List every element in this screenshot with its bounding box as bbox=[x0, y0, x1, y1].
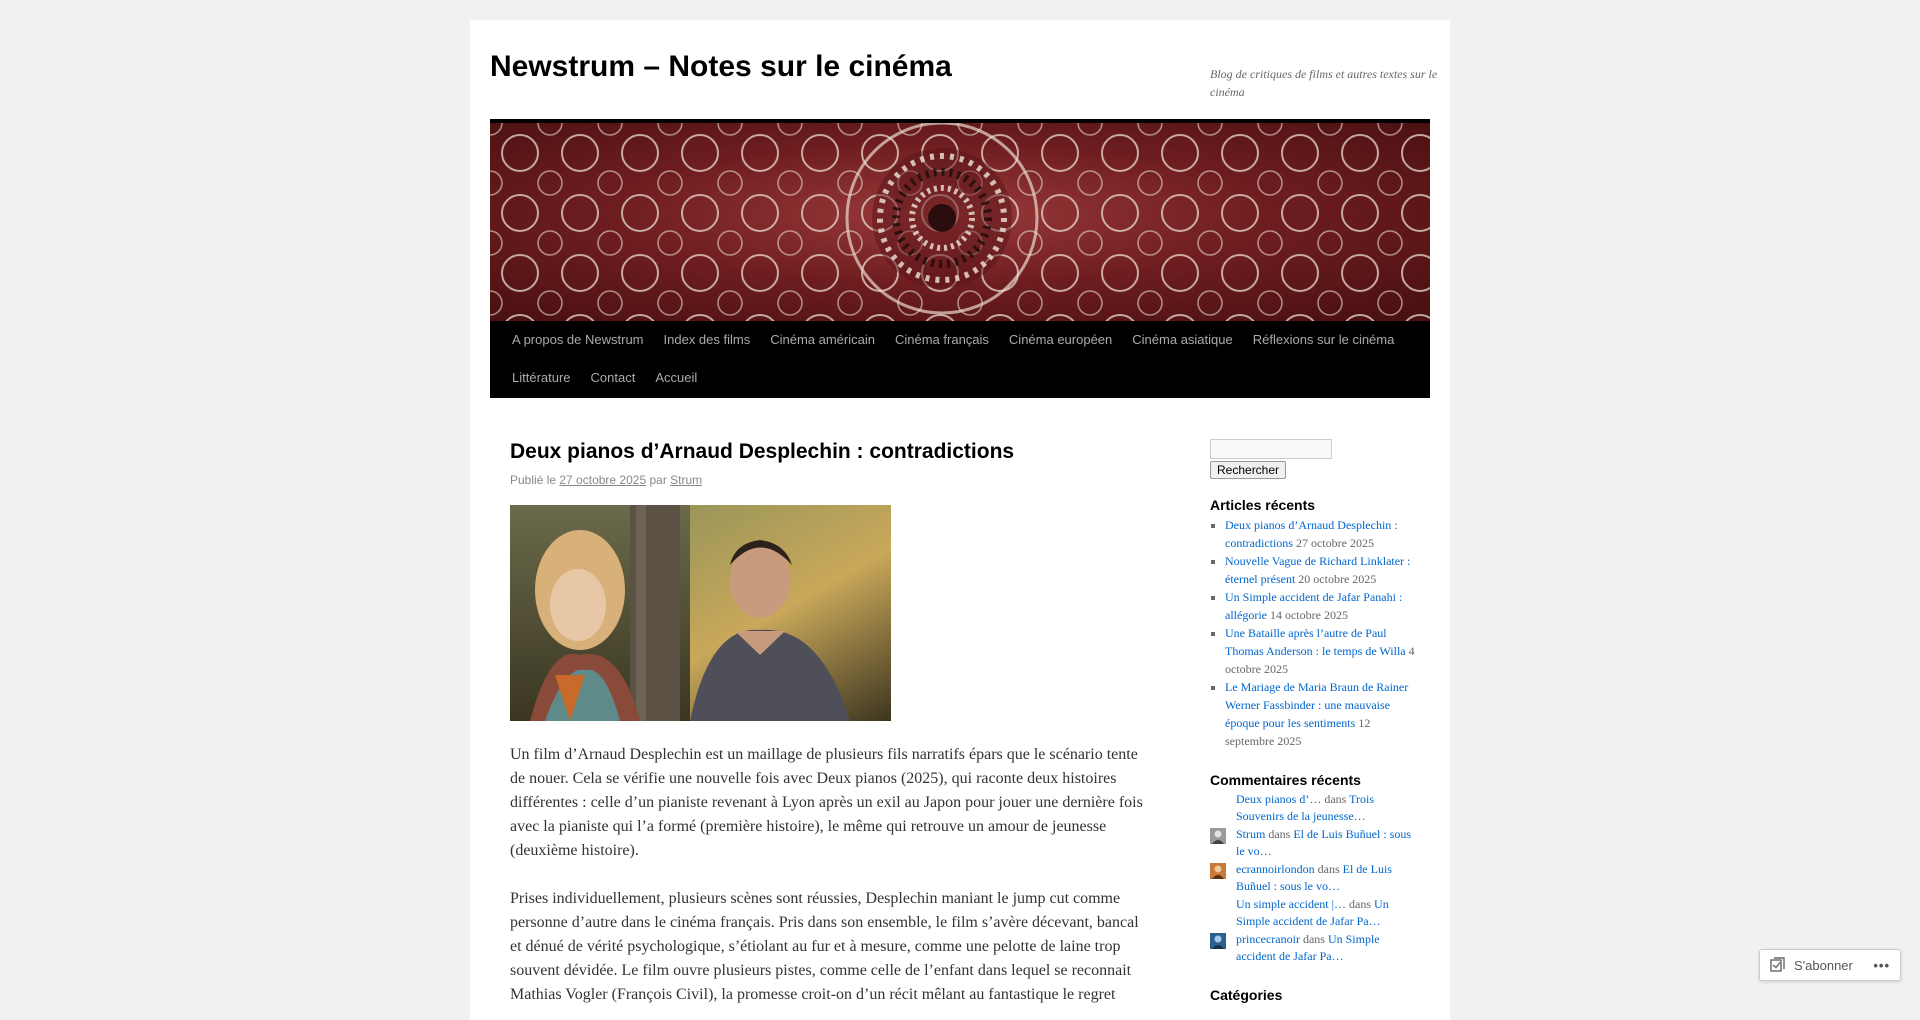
post-paragraph: Prises individuellement, plusieurs scènes sont réussies, Desplechin maniant le jump cut comme personne d’autre dans le cinéma français. Pris dans son ensemble, le film s’avère décevant, bancal et dénué de vérité psychologique, s’étiolant au fur et à mesure, comme une pelotte de laine trop souvent dévidée. Le film ouvre plusieurs pistes, comme celle de l’enfant dans lequel se reconnait Mathias Vogler (François Civil), la promesse croit-on d’un récit mêlant au fantastique le regret bbox=[510, 890, 1139, 1003]
post-author-link[interactable]: Strum bbox=[670, 473, 703, 487]
recent-post-date: 14 octobre 2025 bbox=[1269, 608, 1348, 622]
avatar[interactable] bbox=[1210, 863, 1226, 879]
comment-author[interactable]: princecranoir bbox=[1236, 932, 1300, 946]
published-label: Publié le bbox=[510, 473, 557, 487]
subscribe-label: S'abonner bbox=[1794, 957, 1853, 973]
comment-post-link[interactable]: Trois Souvenirs de la jeunesse… bbox=[1236, 792, 1375, 823]
recent-posts-title: Articles récents bbox=[1210, 497, 1316, 513]
post-date-link[interactable]: 27 octobre 2025 bbox=[559, 473, 647, 487]
comment-item bbox=[1210, 931, 1420, 965]
comment-author[interactable]: Strum bbox=[1236, 827, 1266, 841]
nav-item-accueil[interactable]: Accueil bbox=[655, 370, 698, 385]
main-navigation bbox=[490, 321, 1430, 398]
comment-post-link[interactable]: Un Simple accident de Jafar Pa… bbox=[1236, 897, 1389, 928]
recent-post-date: 20 octobre 2025 bbox=[1298, 572, 1377, 586]
comment-sep: dans bbox=[1349, 897, 1372, 911]
search-button[interactable]: Rechercher bbox=[1210, 461, 1286, 479]
recent-post-link[interactable]: Une Bataille après l’autre de Paul Thomas Anderson : le temps de Willa bbox=[1225, 626, 1406, 658]
header-banner-image bbox=[490, 119, 1430, 325]
nav-item-index-films[interactable]: Index des films bbox=[663, 332, 751, 347]
search-input[interactable] bbox=[1210, 439, 1332, 459]
nav-item-cinema-francais[interactable]: Cinéma français bbox=[894, 332, 989, 347]
comment-item bbox=[1210, 791, 1420, 825]
recent-post-date: 4 octobre 2025 bbox=[1225, 644, 1415, 676]
recent-post-item bbox=[1225, 678, 1420, 750]
recent-post-item bbox=[1225, 624, 1420, 678]
avatar[interactable] bbox=[1210, 828, 1226, 844]
search-widget bbox=[1210, 439, 1420, 479]
nav-item-cinema-asiatique[interactable]: Cinéma asiatique bbox=[1132, 332, 1233, 347]
recent-post-item bbox=[1225, 552, 1420, 588]
nav-item-litterature[interactable]: Littérature bbox=[512, 370, 571, 385]
post-title[interactable]: Deux pianos d’Arnaud Desplechin : contradictions bbox=[510, 440, 1015, 463]
avatar bbox=[1210, 793, 1226, 809]
comment-item bbox=[1210, 861, 1420, 895]
categories-title: Catégories bbox=[1210, 987, 1283, 1003]
more-options-icon[interactable]: ••• bbox=[1873, 957, 1890, 973]
post-meta bbox=[510, 471, 1150, 489]
comment-author[interactable]: Deux pianos d’… bbox=[1236, 792, 1322, 806]
comment-author[interactable]: ecrannoirlondon bbox=[1236, 862, 1315, 876]
nav-item-contact[interactable]: Contact bbox=[590, 370, 636, 385]
site-description: Blog de critiques de films et autres textes sur le cinéma bbox=[1210, 67, 1438, 99]
recent-comments-widget bbox=[1210, 772, 1420, 965]
nav-item-reflexions[interactable]: Réflexions sur le cinéma bbox=[1252, 332, 1395, 347]
comment-author[interactable]: Un simple accident |… bbox=[1236, 897, 1347, 911]
reader-icon bbox=[1770, 957, 1786, 973]
recent-comments-title: Commentaires récents bbox=[1210, 772, 1361, 788]
subscribe-bar bbox=[1759, 949, 1901, 981]
recent-post-link[interactable]: Un Simple accident de Jafar Panahi : allégorie bbox=[1225, 590, 1403, 622]
by-label: par bbox=[649, 473, 667, 487]
post-paragraph: Un film d’Arnaud Desplechin est un maillage de plusieurs fils narratifs épars que le scénario tente de nouer. Cela se vérifie une nouvelle fois avec Deux pianos (2025), qui raconte deux histoires différentes : celle d’un pianiste revenant à Lyon après un exil au Japon pour jouer une dernière fois avec la pianiste qui l’a formé (première histoire), le même qui retrouve un amour de jeunesse (deuxième histoire). bbox=[510, 746, 1143, 859]
comment-sep: dans bbox=[1268, 827, 1291, 841]
post-body bbox=[510, 743, 1150, 1007]
recent-post-date: 12 septembre 2025 bbox=[1225, 716, 1371, 748]
recent-post-link[interactable]: Deux pianos d’Arnaud Desplechin : contradictions bbox=[1225, 518, 1398, 550]
avatar bbox=[1210, 898, 1226, 914]
comment-post-link[interactable]: El de Luis Buñuel : sous le vo… bbox=[1236, 862, 1392, 893]
nav-item-cinema-americain[interactable]: Cinéma américain bbox=[770, 332, 875, 347]
comment-item bbox=[1210, 826, 1420, 860]
comment-sep: dans bbox=[1317, 862, 1340, 876]
recent-posts-widget bbox=[1210, 497, 1420, 750]
recent-post-item bbox=[1225, 588, 1420, 624]
recent-post-link[interactable]: Nouvelle Vague de Richard Linklater : éternel présent bbox=[1225, 554, 1411, 586]
page-wrapper bbox=[470, 20, 1450, 1020]
recent-post-item bbox=[1225, 516, 1420, 552]
avatar[interactable] bbox=[1210, 933, 1226, 949]
comment-post-link[interactable]: El de Luis Buñuel : sous le vo… bbox=[1236, 827, 1412, 858]
site-title[interactable]: Newstrum – Notes sur le cinéma bbox=[490, 50, 952, 83]
recent-post-link[interactable]: Le Mariage de Maria Braun de Rainer Werner Fassbinder : une mauvaise époque pour les sentiments bbox=[1225, 680, 1409, 730]
sidebar bbox=[1210, 439, 1420, 1003]
subscribe-button[interactable] bbox=[1770, 957, 1853, 973]
comment-sep: dans bbox=[1302, 932, 1325, 946]
categories-widget bbox=[1210, 987, 1420, 1003]
film-still-image bbox=[510, 505, 891, 721]
comment-item bbox=[1210, 896, 1420, 930]
recent-post-date: 27 octobre 2025 bbox=[1295, 536, 1374, 550]
nav-item-a-propos[interactable]: A propos de Newstrum bbox=[512, 332, 644, 347]
nav-item-cinema-europeen[interactable]: Cinéma européen bbox=[1008, 332, 1113, 347]
comment-sep: dans bbox=[1324, 792, 1347, 806]
post-content bbox=[510, 437, 1150, 1007]
comment-post-link[interactable]: Un Simple accident de Jafar Pa… bbox=[1236, 932, 1380, 963]
